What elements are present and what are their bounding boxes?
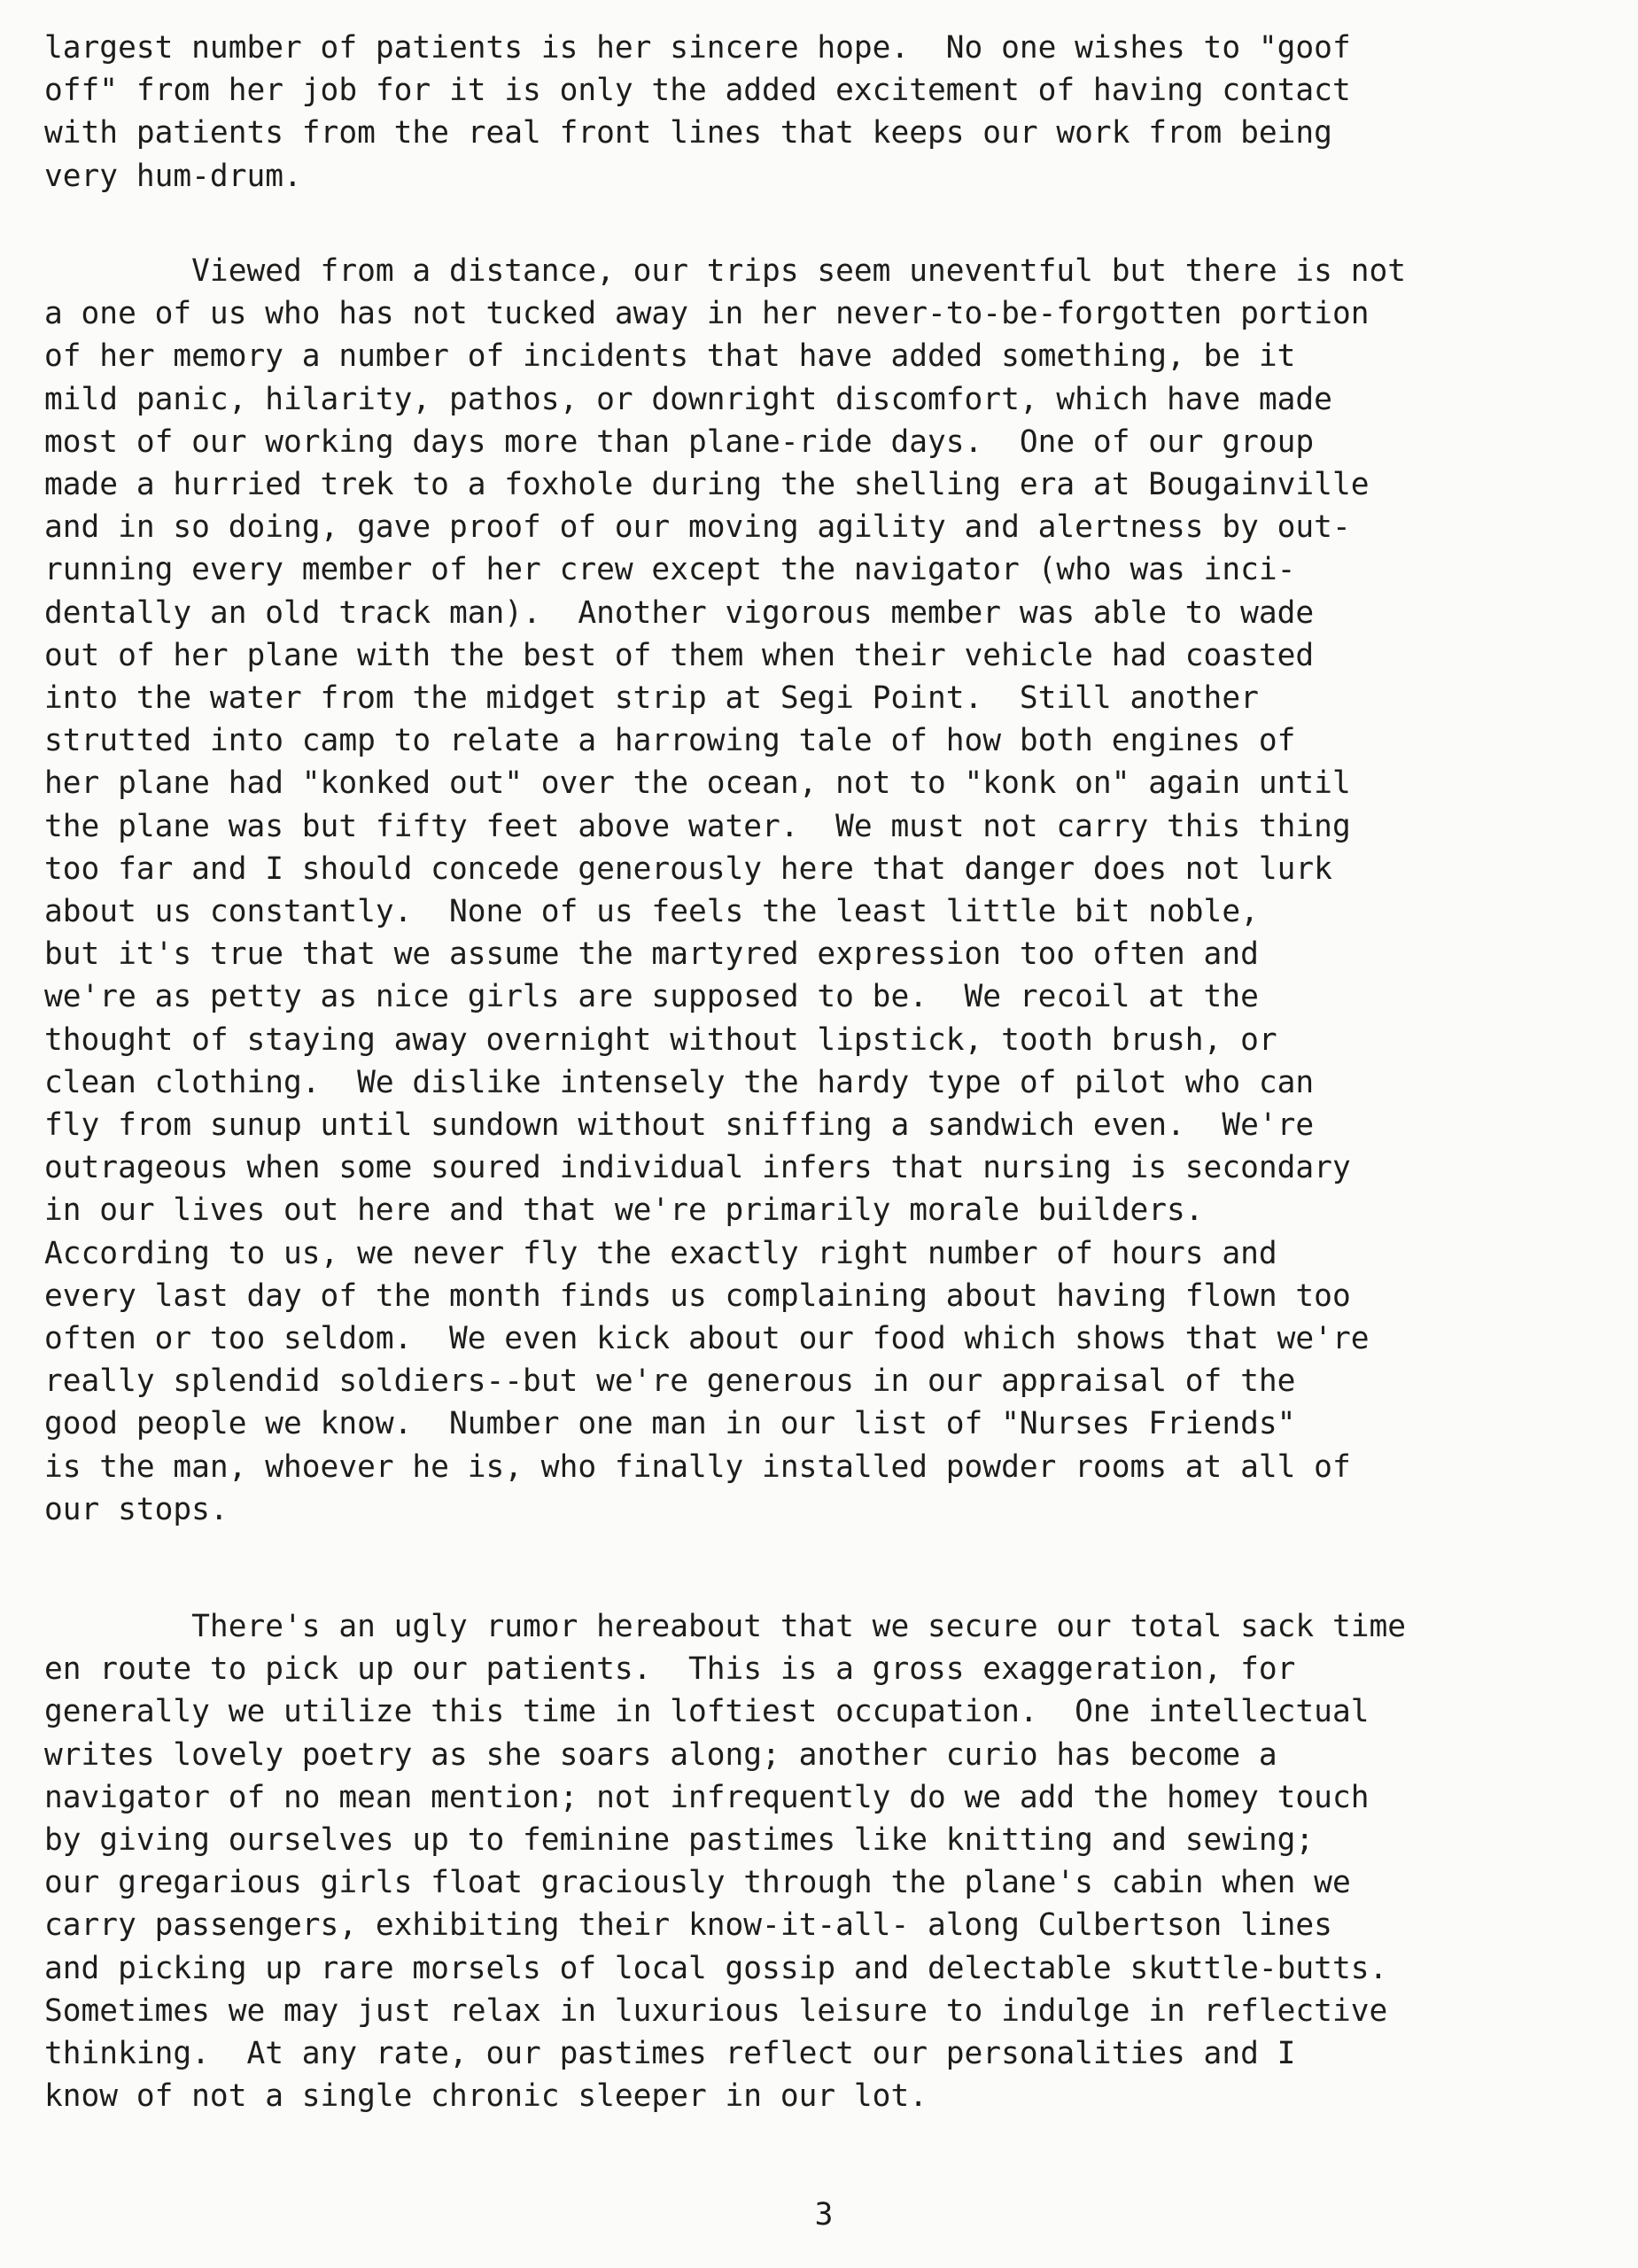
typed-page [44,27,1603,2241]
text-line: navigator of no mean mention; not infrequently do we add the homey touch [44,1779,1370,1815]
text-line: dentally an old track man). Another vigorous member was able to wade [44,594,1315,631]
text-line: in our lives out here and that we're primarily morale builders. [44,1192,1204,1229]
text-line: good people we know. Number one man in our list of "Nurses Friends" [44,1406,1296,1442]
text-line: our stops. [44,1491,229,1527]
text-line: writes lovely poetry as she soars along; another curio has become a [44,1736,1277,1773]
text-line: off" from her job for it is only the added excitement of having contact [44,73,1351,109]
text-line: a one of us who has not tucked away in her never-to-be-forgotten portion [44,296,1370,332]
text-line: There's an ugly rumor hereabout that we secure our total sack time [44,1609,1407,1644]
text-line: running every member of her crew except the navigator (who was inci- [44,552,1296,588]
text-line: most of our working days more than plane-ride days. One of our group [44,423,1315,460]
text-line: generally we utilize this time in loftiest occupation. One intellectual [44,1694,1370,1730]
text-line: clean clothing. We dislike intensely the hardy type of pilot who can [44,1064,1315,1100]
paragraph-2 [44,250,1406,1531]
text-line: en route to pick up our patients. This is a gross exaggeration, for [44,1651,1296,1688]
text-line: the plane was but fifty feet above water. We must not carry this thing [44,808,1351,844]
text-line: her plane had "konked out" over the ocean, not to "konk on" again until [44,765,1351,802]
text-line: made a hurried trek to a foxhole during the shelling era at Bougainville [44,467,1370,503]
text-line: often or too seldom. We even kick about our food which shows that we're [44,1321,1370,1357]
text-line: strutted into camp to relate a harrowing tale of how both engines of [44,723,1296,759]
text-line: every last day of the month finds us complaining about having flown too [44,1278,1351,1314]
text-line: Sometimes we may just relax in luxurious leisure to indulge in reflective [44,1992,1388,2029]
paragraph-1 [44,27,1351,198]
text-line: really splendid soldiers--but we're generous in our appraisal of the [44,1363,1296,1400]
text-line: we're as petty as nice girls are supposed to be. We recoil at the [44,979,1259,1015]
text-line: According to us, we never fly the exactly right number of hours and [44,1235,1277,1271]
text-line: very hum-drum. [44,158,302,194]
text-line: of her memory a number of incidents that have added something, be it [44,338,1296,375]
text-line: largest number of patients is her sincere hope. No one wishes to "goof [44,30,1351,66]
text-line: but it's true that we assume the martyred expression too often and [44,936,1259,973]
text-line: mild panic, hilarity, pathos, or downright discomfort, which have made [44,381,1332,417]
text-line: our gregarious girls float graciously through the plane's cabin when we [44,1865,1351,1901]
text-line: and picking up rare morsels of local gossip and delectable skuttle-butts. [44,1950,1388,1986]
text-line: outrageous when some soured individual infers that nursing is secondary [44,1150,1351,1186]
text-line: thinking. At any rate, our pastimes reflect our personalities and I [44,2036,1296,2072]
text-line: about us constantly. None of us feels the least little bit noble, [44,894,1259,930]
text-line: and in so doing, gave proof of our moving agility and alertness by out- [44,509,1351,546]
text-line: out of her plane with the best of them when their vehicle had coasted [44,637,1315,673]
paragraph-3 [44,1605,1406,2117]
text-line: Viewed from a distance, our trips seem uneventful but there is not [44,253,1407,289]
text-line: into the water from the midget strip at Segi Point. Still another [44,680,1259,717]
text-line: know of not a single chronic sleeper in our lot. [44,2078,928,2115]
text-line: with patients from the real front lines that keeps our work from being [44,115,1332,151]
text-line: is the man, whoever he is, who finally installed powder rooms at all of [44,1449,1351,1485]
text-line: fly from sunup until sundown without sniffing a sandwich even. We're [44,1107,1315,1144]
text-line: carry passengers, exhibiting their know-it-all- along Culbertson lines [44,1907,1332,1944]
text-line: by giving ourselves up to feminine pastimes like knitting and sewing; [44,1822,1315,1859]
text-line: too far and I should concede generously here that danger does not lurk [44,850,1332,887]
text-line: thought of staying away overnight without lipstick, tooth brush, or [44,1021,1277,1058]
page-number: 3 [814,2197,834,2233]
